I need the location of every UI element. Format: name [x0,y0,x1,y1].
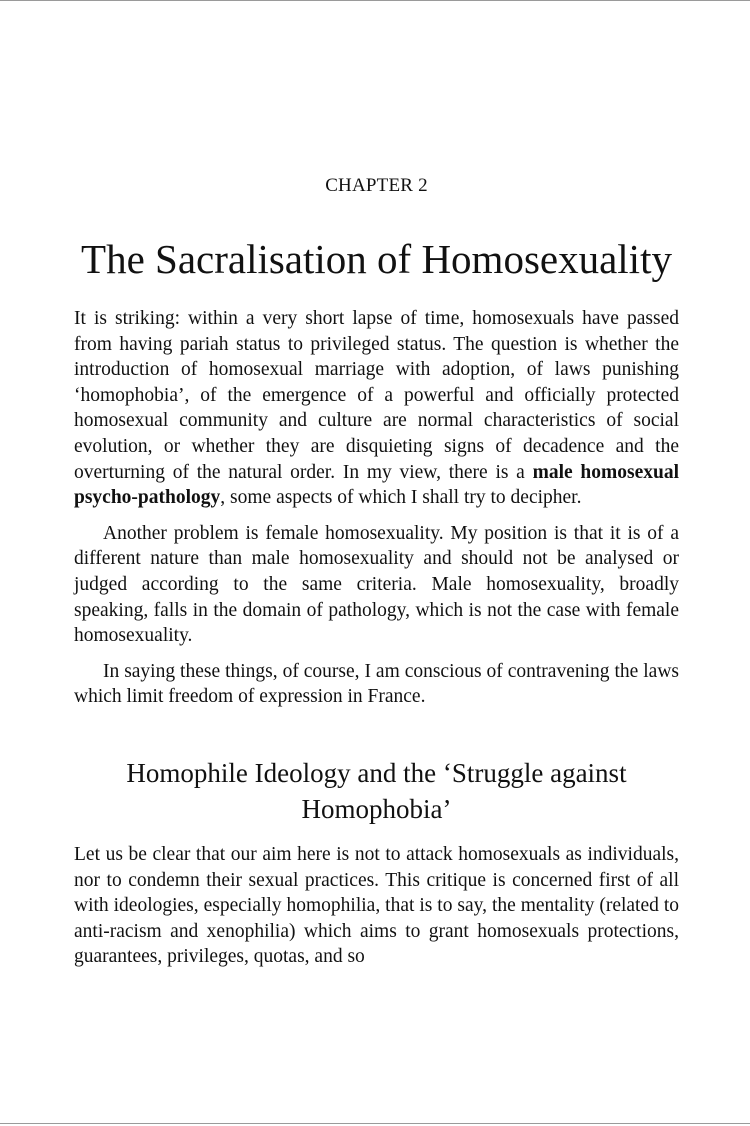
chapter-label: CHAPTER 2 [325,175,428,196]
paragraph-3: In saying these things, of course, I am conscious of contravening the laws which limit freedom of expression in France. [74,660,679,708]
paragraph-1-bold-phrase: male homosexual psycho-pathology [74,461,679,509]
page-bottom-border [0,1123,750,1124]
section-paragraph-1: Let us be clear that our aim here is not to attack homosexuals as individuals, nor to condemn their sexual practices. This critique is concerned first of all with ideologies, especially homophilia, that is to say, the mentality (related to anti-racism and xenophilia) which aims to grant homosexuals protections, guarantees, privileges, quotas, and so [74,844,679,968]
chapter-title: The Sacralisation of Homosexuality [81,236,672,282]
paragraph-1 [74,306,679,511]
paragraph-1-start: It is striking: within a very short lapse of time, homosexuals have passed from having pariah status to privileged status. The question is whether the introduction of homosexual marriage with adoption, of laws punishing ‘homophobia’, of the emergence of a powerful and officially protected homosexual community and culture are normal characteristics of social evolution, or whether they are disquieting signs of decadence and the overturning of the natural order. In my view, there is a [74,308,679,483]
page-top-border [0,0,750,1]
section-text [74,842,679,980]
chapter-intro-text [74,306,679,720]
section-heading-line-1: Homophile Ideology and the ‘Struggle against [126,758,627,788]
section-heading [74,755,679,827]
section-heading-line-2: Homophobia’ [301,794,452,824]
paragraph-1-end: , some aspects of which I shall try to decipher. [220,487,582,509]
paragraph-2: Another problem is female homosexuality. My position is that it is of a different nature than male homosexuality and should not be analysed or judged according to the same criteria. Male homosexuality, broadly speaking, falls in the domain of pathology, which is not the case with female homosexuality. [74,522,679,647]
